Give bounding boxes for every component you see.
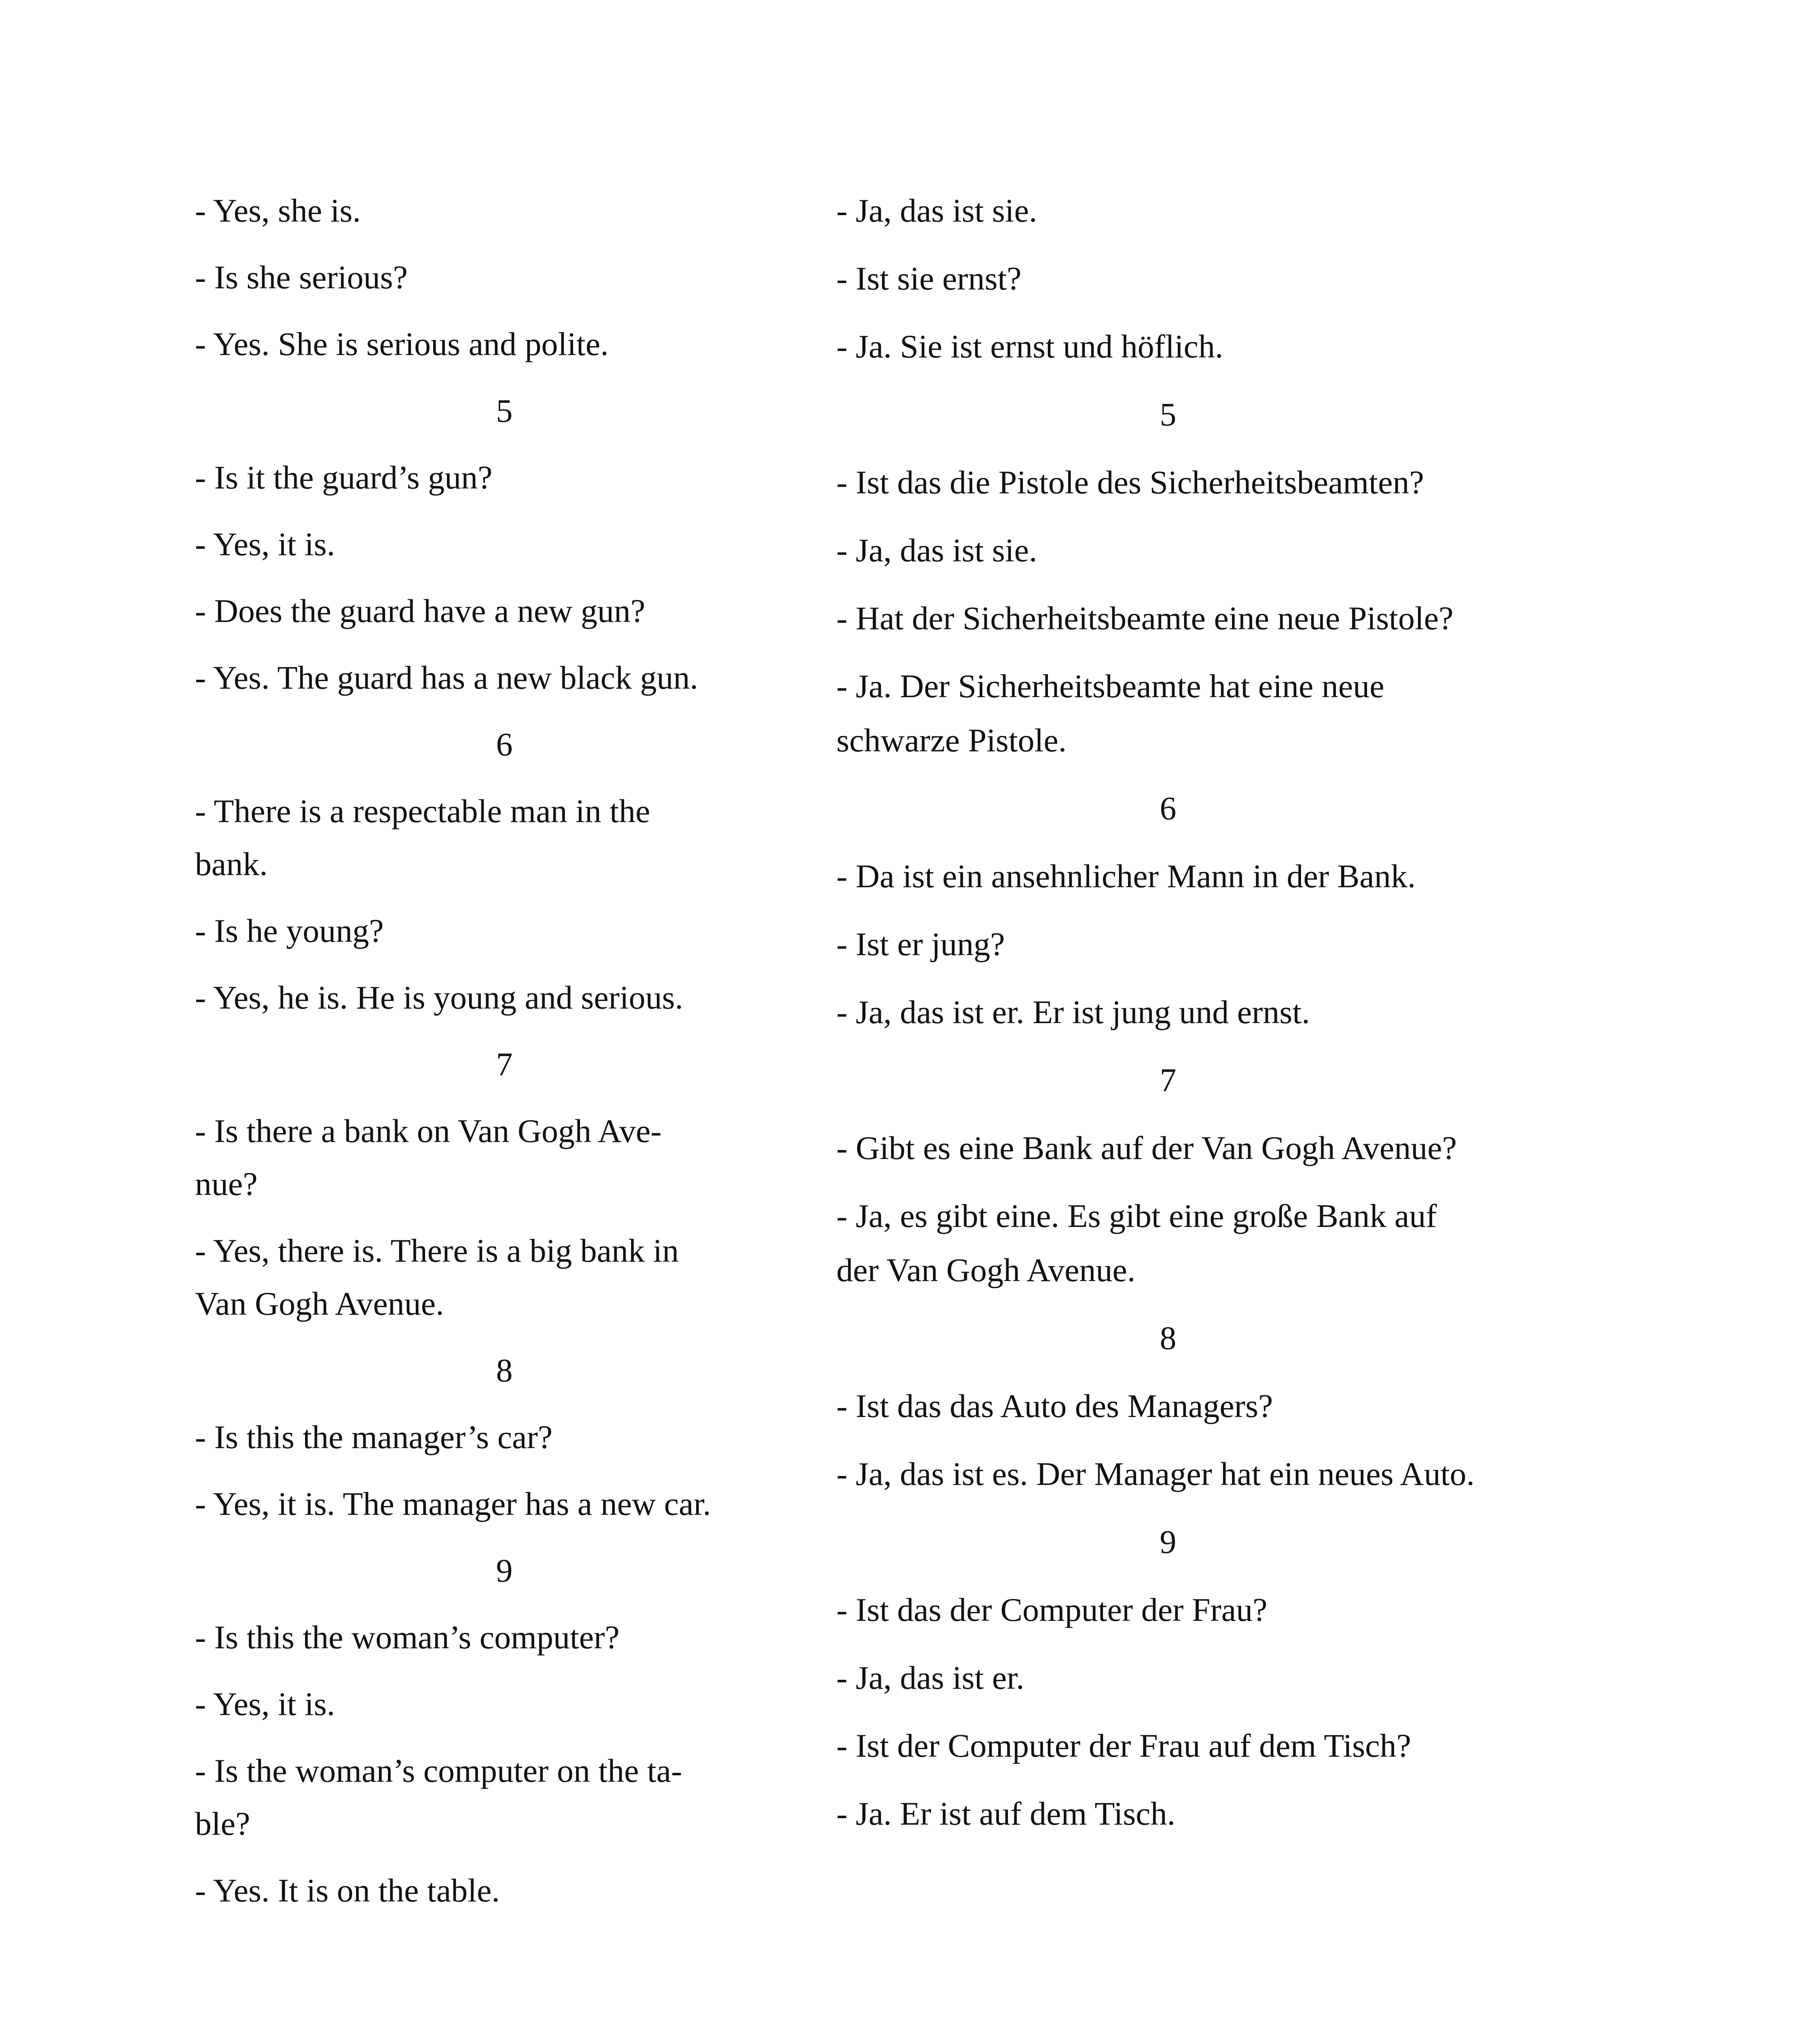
english-line: - Yes, it is. The manager has a new car.: [195, 1485, 711, 1522]
english-line: - Yes, it is.: [195, 526, 335, 563]
english-line: - Does the guard have a new gun?: [195, 592, 645, 629]
german-line: - Ist das die Pistole des Sicherheitsbeamten?: [836, 464, 1424, 501]
english-line: - Yes. It is on the table.: [195, 1872, 500, 1909]
german-line: - Ja. Der Sicherheitsbeamte hat eine neue: [836, 668, 1384, 704]
english-line: - Yes, he is. He is young and serious.: [195, 979, 684, 1016]
german-line: - Ja, das ist sie.: [836, 532, 1037, 569]
section-number: 9: [1160, 1523, 1177, 1560]
section-number: 6: [1160, 790, 1177, 827]
english-line: - There is a respectable man in the: [195, 793, 650, 829]
section-number: 7: [496, 1046, 513, 1083]
german-line: - Ja. Er ist auf dem Tisch.: [836, 1795, 1176, 1832]
english-line: - Is the woman’s computer on the ta-: [195, 1752, 682, 1789]
german-line: - Hat der Sicherheitsbeamte eine neue Pistole?: [836, 600, 1454, 637]
german-line: - Ja, das ist er. Er ist jung und ernst.: [836, 994, 1310, 1030]
german-line: - Ja. Sie ist ernst und höflich.: [836, 328, 1223, 365]
english-line: - Is this the woman’s computer?: [195, 1619, 620, 1656]
german-line: - Ist das der Computer der Frau?: [836, 1591, 1268, 1628]
german-line: der Van Gogh Avenue.: [836, 1252, 1136, 1288]
english-line: ble?: [195, 1805, 250, 1842]
section-number: 8: [1160, 1320, 1177, 1356]
german-line: - Ist das das Auto des Managers?: [836, 1387, 1273, 1424]
section-number: 6: [496, 726, 513, 763]
german-line: - Ist sie ernst?: [836, 260, 1022, 297]
english-line: - Is he young?: [195, 912, 384, 949]
german-line: schwarze Pistole.: [836, 722, 1067, 759]
german-line: - Ja, das ist er.: [836, 1659, 1024, 1696]
german-line: - Da ist ein ansehnlicher Mann in der Bank.: [836, 858, 1416, 895]
german-line: - Ist der Computer der Frau auf dem Tisch?: [836, 1727, 1412, 1764]
section-number: 7: [1160, 1062, 1177, 1098]
english-line: - Is it the guard’s gun?: [195, 459, 493, 496]
english-line: - Is this the manager’s car?: [195, 1419, 553, 1455]
english-line: - Yes. The guard has a new black gun.: [195, 659, 698, 696]
english-line: - Yes, she is.: [195, 192, 361, 229]
german-line: - Ja, das ist es. Der Manager hat ein neues Auto.: [836, 1455, 1475, 1492]
english-line: - Is there a bank on Van Gogh Ave-: [195, 1113, 662, 1149]
german-line: - Ja, es gibt eine. Es gibt eine große Bank auf: [836, 1197, 1437, 1234]
german-line: - Ist er jung?: [836, 926, 1005, 962]
section-number: 8: [496, 1352, 513, 1389]
english-line: - Is she serious?: [195, 259, 408, 296]
english-line: nue?: [195, 1165, 258, 1202]
english-line: Van Gogh Avenue.: [195, 1285, 444, 1322]
german-line: - Ja, das ist sie.: [836, 192, 1037, 229]
section-number: 5: [1160, 396, 1177, 433]
english-line: - Yes, it is.: [195, 1686, 335, 1722]
german-line: - Gibt es eine Bank auf der Van Gogh Avenue?: [836, 1129, 1457, 1166]
english-line: bank.: [195, 846, 268, 882]
section-number: 5: [496, 392, 513, 429]
english-line: - Yes. She is serious and polite.: [195, 326, 609, 362]
section-number: 9: [496, 1552, 513, 1589]
english-line: - Yes, there is. There is a big bank in: [195, 1232, 679, 1269]
